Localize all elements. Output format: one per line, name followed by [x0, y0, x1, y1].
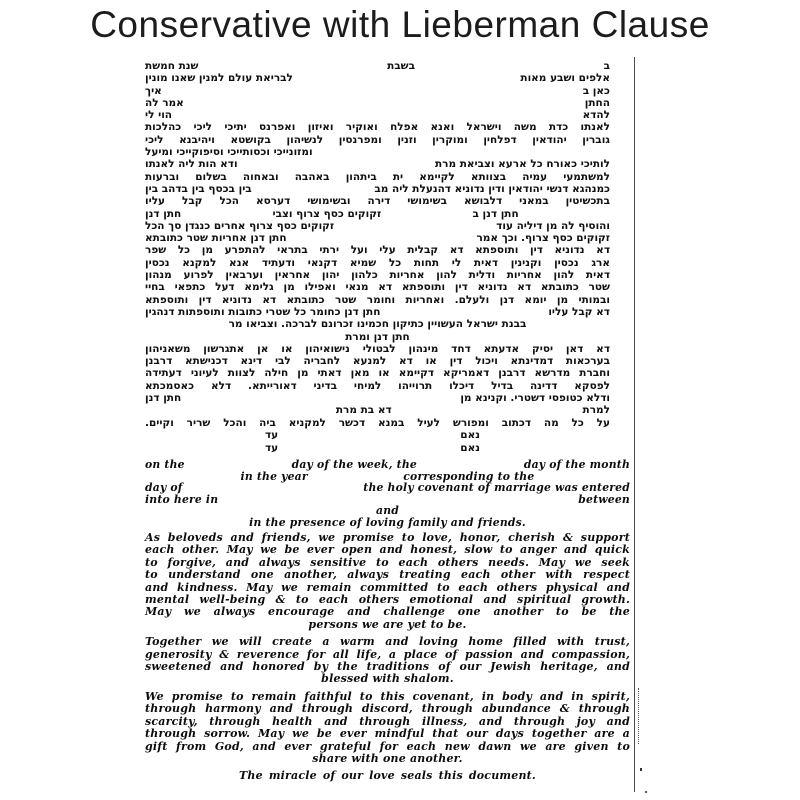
hebrew-line: [145, 404, 610, 416]
hebrew-line: בתכשיטין במאני דלבושא בשימושי דירה ובשימושי דערסא הכל קבל עליו: [145, 195, 610, 208]
hebrew-line: [145, 60, 610, 72]
hebrew-line: שטר כתובתא דא נדוניא דין ותוספתא דא מנאי ואפילו מן גלימא דעל כתפאי בחיי: [145, 281, 610, 294]
hebrew-line-segment: ודא הות ליה לאנתו: [145, 158, 238, 171]
hebrew-line-segment: זקוקים כסף צרוף. וכך אמר: [476, 232, 610, 245]
hebrew-line-segment: זקוקים כסף צרוף אחרים כנגדן סך הכל: [145, 219, 335, 232]
closing-line: The miracle of our love seals this document.: [239, 769, 536, 783]
hebrew-line-segment: והוסיף לה מן דיליה עוד: [496, 219, 610, 232]
hebrew-line: דאית להון אחריות ודלית להון אחריות כלהון יהון אחראין וערבאין לפרוע מנהון: [145, 269, 610, 282]
hebrew-line: [145, 232, 610, 244]
english-vows-section: [145, 532, 630, 783]
hebrew-line-segment: להדא: [582, 109, 610, 122]
hebrew-line: דא נדוניא דין ותוספתא דא קבלית עלי ועל ירתי בתראי להתפרע מן כל שפר: [145, 244, 610, 257]
hebrew-line-segment: הוי לי: [145, 109, 173, 122]
vow-line: blessed with shalom.: [321, 672, 454, 686]
english-fill-row: and: [376, 504, 399, 518]
hebrew-line: וחברת מדרשא דרבנן דאמריקא דקיימא או מאן דאתי מן חילה לצוות לעיוני דעתידה: [145, 367, 610, 380]
page-title: Conservative with Lieberman Clause: [90, 4, 710, 45]
hebrew-line-segment: אמר לה: [145, 96, 184, 109]
witness-signature-lines: [145, 429, 610, 454]
hebrew-line: בבנת ישראל העשויין כתיקון חכמינו זכרונם לברכה. וצביאו מר: [228, 318, 527, 331]
hebrew-line: [145, 220, 610, 232]
witness-row-segment: עד: [265, 441, 279, 454]
hebrew-line-segment: חתן דנן אחריות שטר כתובתא: [145, 232, 287, 245]
vow-line: We promise to remain faithful to this covenant, in body and in spirit,: [145, 689, 630, 703]
vow-line: Together we will create a warm and loving home filled with trust,: [145, 635, 630, 649]
hebrew-line-segment: דא בת מרת: [335, 404, 392, 417]
vow-line: As beloveds and friends, we promise to love, honor, cherish & support: [145, 531, 630, 544]
scan-artifact-dots: [638, 688, 639, 744]
hebrew-line-segment: אלפים ושבע מאות: [520, 72, 610, 85]
hebrew-line: [145, 183, 610, 195]
vow-line: to forgive, and always sensitive to each others needs. May we seek: [145, 555, 630, 569]
hebrew-line: למשתמעי עמיה בצוותא לקיימא ית ביתהון באהבה ובאחוה בשלום וברעות: [145, 170, 610, 183]
english-fill-in-section: [145, 459, 630, 529]
hebrew-line: [145, 392, 610, 404]
scan-artifact-dot: [640, 768, 642, 771]
vow-line: through sorrow. May we be ever mindful that our days together are a: [145, 727, 630, 741]
aramaic-ketubah-text: [145, 60, 610, 429]
witness-row-segment: נאם: [460, 429, 480, 441]
english-fill-row: [145, 459, 630, 471]
hebrew-line: [145, 208, 610, 220]
hebrew-line: בערכאות דמדינתא ויכול דין או דא למנעא לחבריה לבי דינא דכנישתא דרבנן: [145, 355, 610, 368]
vow-line: scarcity, through health and through illness, and through joy and: [145, 714, 630, 728]
english-fill-row-segment: day of the month: [523, 458, 630, 471]
english-fill-row-segment: on the: [145, 458, 185, 471]
hebrew-line-segment: איך: [145, 84, 162, 97]
hebrew-line: [145, 97, 610, 109]
hebrew-line: [145, 85, 610, 97]
vow-line: gift from God, and ever grateful for each new dawn we are given to: [145, 739, 630, 753]
vow-paragraph: [145, 691, 630, 765]
hebrew-line-segment: החתן: [584, 96, 610, 109]
hebrew-line: גוברין יהודאין דפלחין ומוקרין וזנין ומפרנסין לנשיהון בקושטא ויהיבנא ליכי: [145, 133, 610, 146]
ketubah-document: [0, 55, 800, 800]
hebrew-line: ובמותי מן יומא דנן ולעלם. ואחריות וחומר שטר כתובתא דא נדוניא דין ותוספתא: [145, 293, 610, 306]
hebrew-line: חתן דנן ומרת: [345, 330, 410, 343]
vow-paragraph: [145, 636, 630, 686]
vow-line: generosity & reverence for all life, a place of passion and compassion,: [145, 647, 630, 661]
hebrew-line-segment: ב: [603, 60, 610, 72]
vow-line: each other. May we be ever open and honest, slow to anger and quick: [145, 543, 630, 557]
english-fill-row-segment: in the year: [240, 469, 308, 483]
vow-paragraph: [145, 532, 630, 631]
hebrew-line: דא דאן יסיק אדעתא דחד מינהון לבטולי נישואיהון או אן אתגרשון משאניהון: [145, 342, 610, 355]
hebrew-line-segment: לותיכי כאורח כל ארעא וצביאת מרת: [434, 158, 610, 171]
hebrew-line-segment: דא קבל עליו: [548, 305, 610, 318]
english-fill-row-segment: into here in: [145, 492, 219, 506]
english-fill-row: in the presence of loving family and friends.: [249, 515, 526, 529]
vow-line: persons we are yet to be.: [308, 617, 467, 631]
english-fill-row-segment: day of: [145, 481, 183, 495]
hebrew-line-segment: זקוקים כסף צרוף וצבי: [272, 207, 382, 220]
witness-row: [145, 429, 610, 442]
witness-row: [145, 442, 610, 455]
hebrew-line-segment: חתן דנן כחומר כל שטרי כתובות ותוספתות דנהגין: [145, 305, 381, 318]
hebrew-line: [145, 146, 610, 158]
hebrew-line: לאנתו כדת משה וישראל ואנא אפלח ואוקיר ואיזון ואפרנס יתיכי ליכי כהלכות: [145, 121, 610, 134]
hebrew-line: על כל מה דכתוב ומפורש לעיל במנא דכשר למקניא ביה והכל שריר וקיים.: [145, 416, 610, 429]
page-edge-rule: [634, 57, 635, 792]
vow-line: May we always encourage and challenge one another to be the: [145, 605, 630, 619]
hebrew-line: [145, 109, 610, 121]
witness-row-segment: נאם: [460, 441, 480, 454]
hebrew-line-segment: חתן דנן: [145, 207, 182, 220]
hebrew-line: לפסקא דדינה בדיל דיכלו תרוייהו למיחי בדיני דאורייתא. דלא כאסמכתא: [145, 379, 610, 392]
vow-line: to understand one another, always treating each other with respect: [145, 568, 630, 582]
vow-line: share with one another.: [312, 751, 463, 765]
hebrew-line-segment: ומזונייכי וכסותייכי וסיפוקייכי ומיעל: [145, 146, 313, 159]
hebrew-line-segment: כמנהגא דנשי יהודאין ודין נדוניא דהנעלת ליה מב: [374, 182, 610, 195]
hebrew-line: [145, 306, 610, 318]
hebrew-line-segment: ודלא כטופסי דשטרי. וקנינא מן: [460, 392, 610, 405]
hebrew-line-segment: בשבת: [387, 60, 416, 72]
hebrew-line-segment: חתן דנן: [145, 392, 182, 405]
vow-line: and kindness. May we remain committed to each others physical and: [145, 580, 630, 594]
english-fill-row-segment: day of the week, the: [291, 458, 417, 471]
hebrew-line-segment: לבריאת עולם למנין שאנו מונין: [145, 72, 293, 85]
hebrew-line-segment: חתן דנן ב: [472, 207, 519, 220]
scan-artifact-dot: [645, 791, 647, 793]
vow-line: sweetened and honored by the traditions of our Jewish heritage, and: [145, 660, 630, 674]
english-fill-row-segment: the holy covenant of marriage was entered: [363, 481, 630, 495]
hebrew-line: [145, 72, 610, 84]
hebrew-line: [145, 158, 610, 170]
vow-line: through harmony and through discord, through abundance & through: [145, 702, 630, 716]
hebrew-line-segment: בין בכסף בין בדהב בין: [145, 182, 252, 195]
witness-row-segment: עד: [265, 429, 279, 441]
hebrew-line-segment: כאן ב: [582, 84, 610, 97]
hebrew-line-segment: שנת חמשת: [145, 60, 199, 72]
hebrew-line-segment: למרת: [582, 404, 610, 417]
hebrew-line: ארג נכסין וקנינין דאית לי תחות כל שמיא דקנאי ודעתיד אנא למקנא נכסין: [145, 256, 610, 269]
english-fill-row-segment: corresponding to the: [403, 469, 535, 483]
vow-line: mental well-being & to each others emotional and spiritual growth.: [145, 593, 630, 607]
english-fill-row-segment: between: [578, 492, 630, 506]
